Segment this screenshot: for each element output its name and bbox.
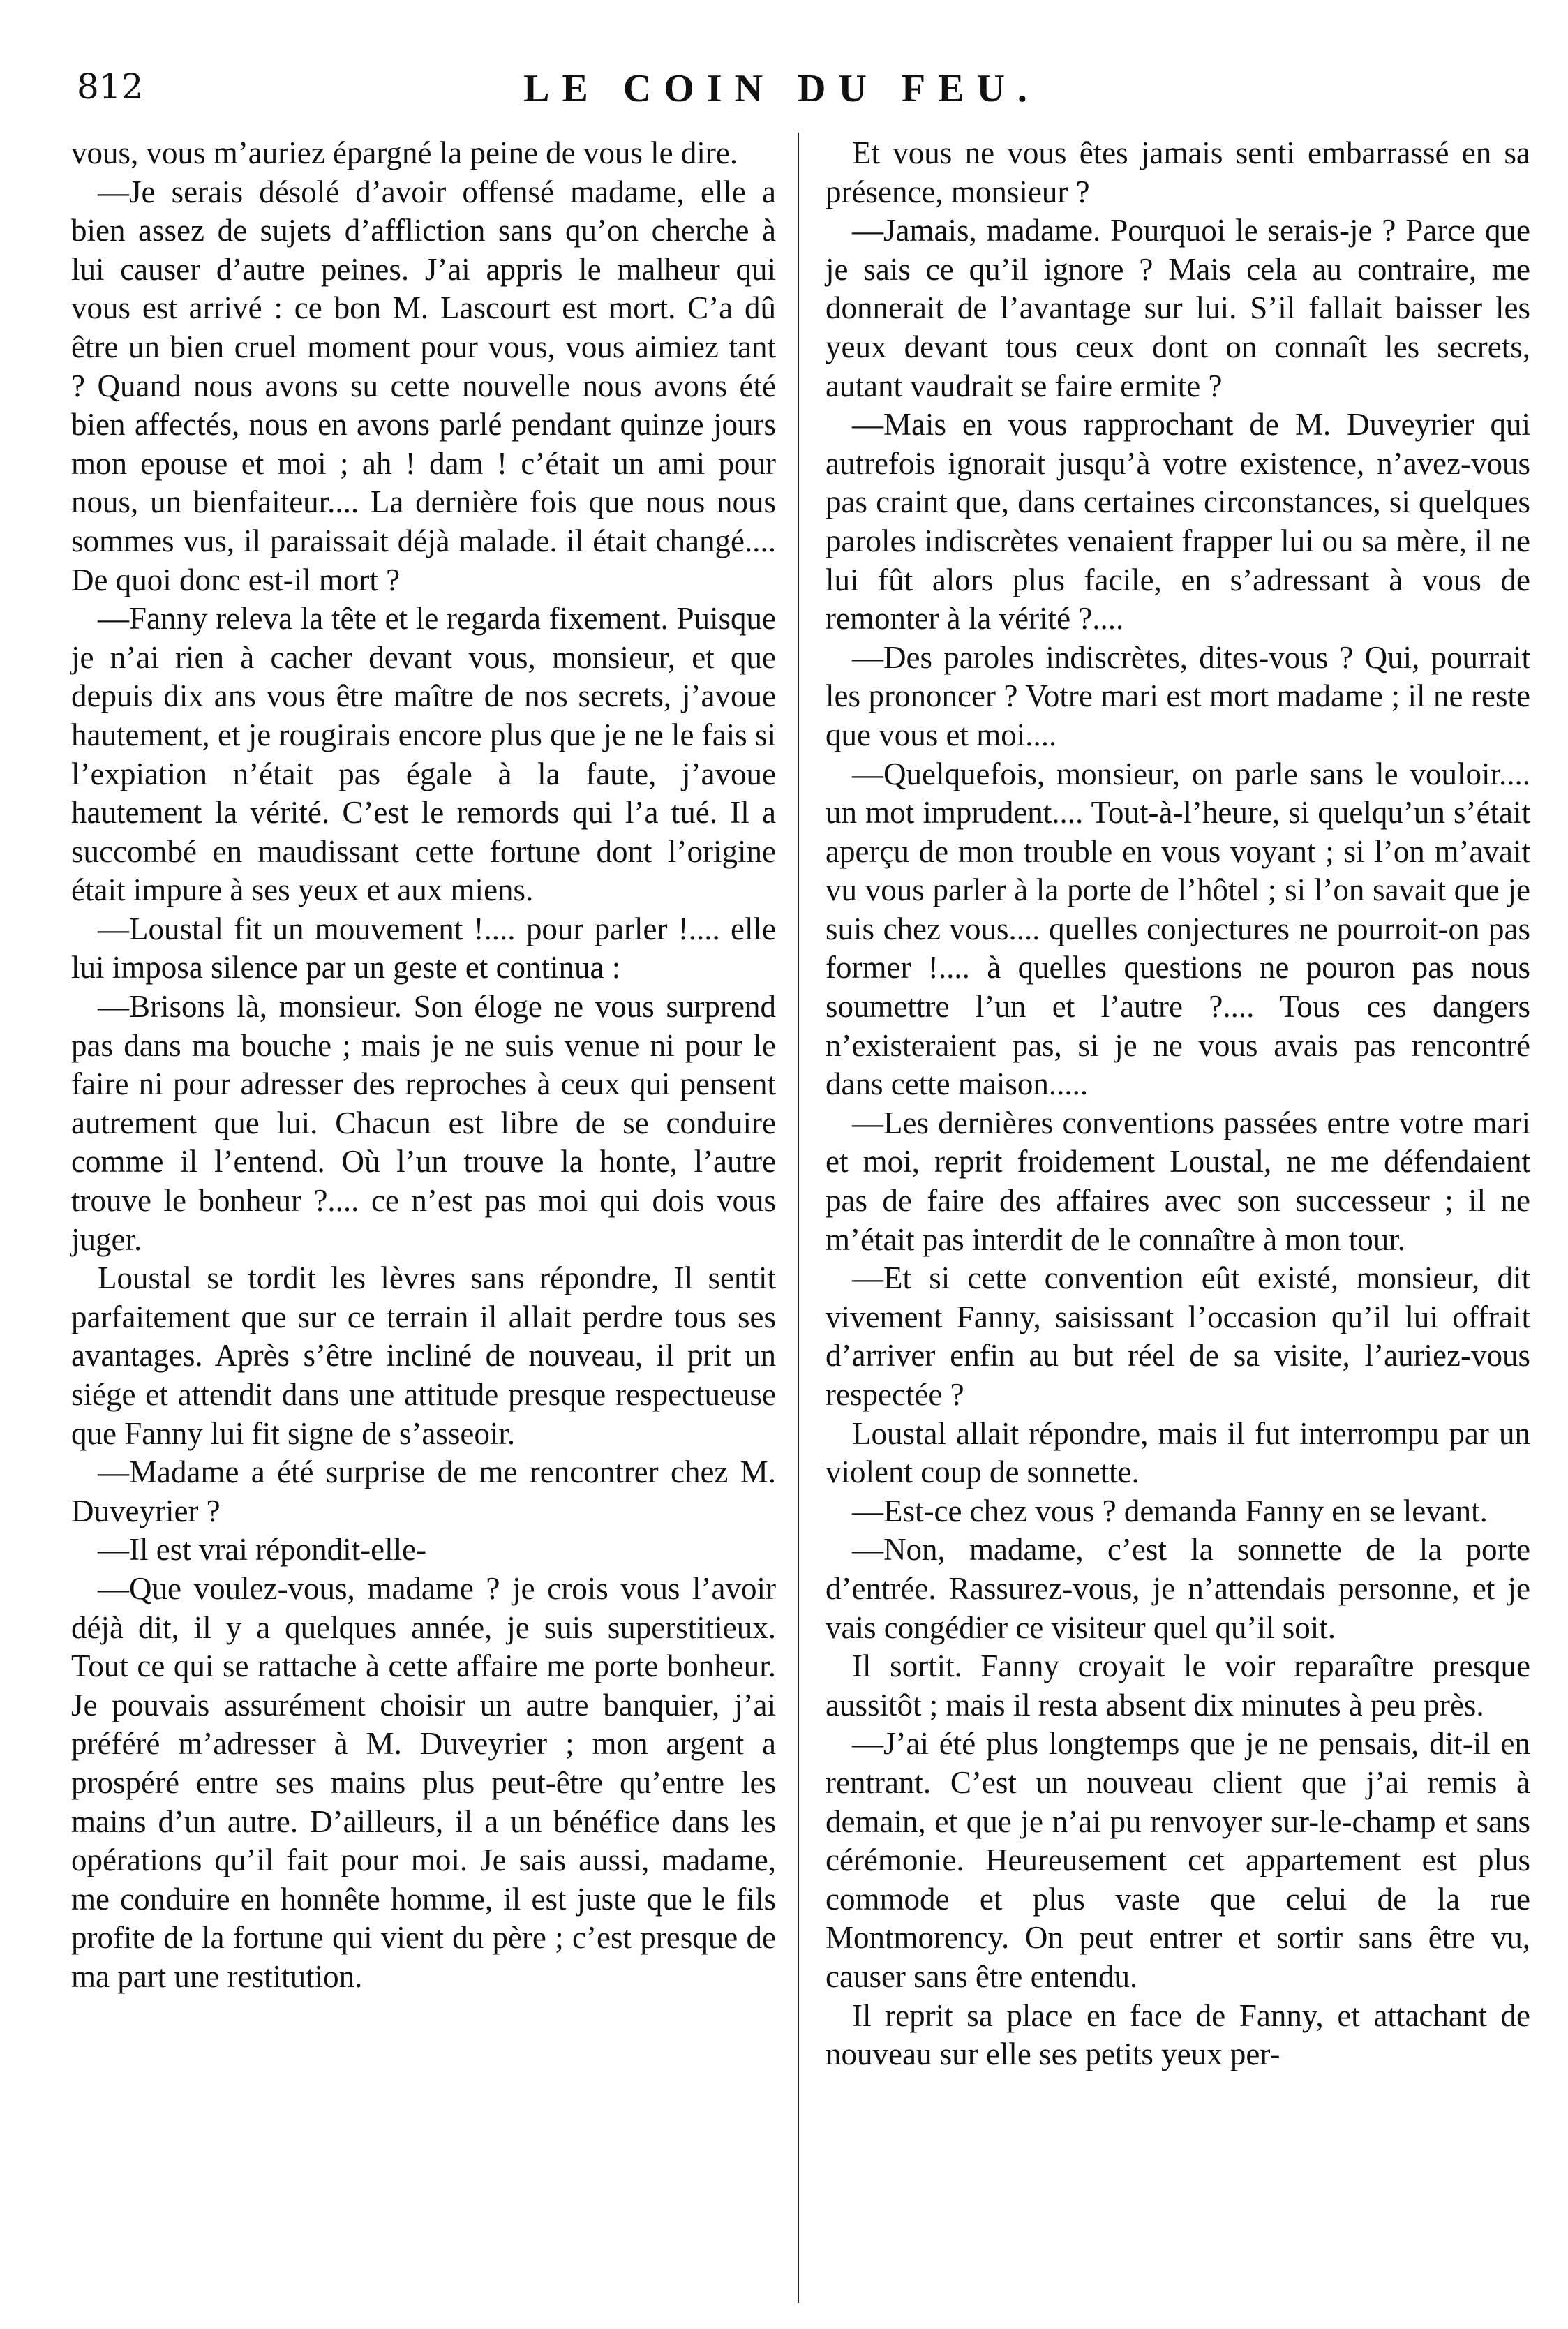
paragraph: —Non, madame, c’est la sonnette de la porte d’entrée. Rassurez-vous, je n’attendais personne, et je vais congédier ce visiteur quel qu’il soit. (826, 1532, 1530, 1645)
paragraph: —Et si cette convention eût existé, monsieur, dit vivement Fanny, saisissant l’occasion qu’il lui offrait d’arriver enfin au but réel de sa visite, l’auriez-vous respectée ? (826, 1260, 1530, 1412)
paragraph: —Je serais désolé d’avoir offensé madame, elle a bien assez de sujets d’affliction sans qu’on cherche à lui causer d’autre peines. J’ai appris le malheur qui vous est arrivé : ce bon M. Lascourt est mort. C’a dû être un bien cruel moment pour vous, vous aimiez tant ? Quand nous avons su cette nouvelle nous avons été bien affectés, nous en avons parlé pendant quinze jours mon epouse et moi ; ah ! dam ! c’était un ami pour nous, un bienfaiteur.... La dernière fois que nous nous sommes vus, il paraissait déjà malade. il était changé.... De quoi donc est-il mort ? (71, 174, 776, 597)
paragraph: Et vous ne vous êtes jamais senti embarrassé en sa présence, monsieur ? (826, 135, 1530, 209)
right-column (826, 134, 1530, 2074)
paragraph: vous, vous m’auriez épargné la peine de vous le dire. (71, 135, 738, 170)
paragraph: —Madame a été surprise de me rencontrer chez M. Duveyrier ? (71, 1454, 776, 1528)
paragraph: Loustal se tordit les lèvres sans répondre, Il sentit parfaitement que sur ce terrain il allait perdre tous ses avantages. Après s’être incliné de nouveau, il prit un siége et attendit dans une attitude presque respectueuse que Fanny lui fit signe de s’asseoir. (71, 1260, 776, 1451)
paragraph: —Des paroles indiscrètes, dites-vous ? Qui, pourrait les prononcer ? Votre mari est mort madame ; il ne reste que vous et moi.... (826, 639, 1530, 752)
page-number: 812 (77, 66, 144, 107)
paragraph: Il sortit. Fanny croyait le voir reparaître presque aussitôt ; mais il resta absent dix minutes à peu près. (826, 1649, 1530, 1722)
paragraph: —Jamais, madame. Pourquoi le serais-je ? Parce que je sais ce qu’il ignore ? Mais cela au contraire, me donnerait de l’avantage sur lui. S’il fallait baisser les yeux devant tous ceux dont on connaît les secrets, autant vaudrait se faire ermite ? (826, 213, 1530, 403)
paragraph: —J’ai été plus longtemps que je ne pensais, dit-il en rentrant. C’est un nouveau client que j’ai remis à demain, et que je n’ai pu renvoyer sur-le-champ et sans cérémonie. Heureusement cet appartement est plus commode et plus vaste que celui de la rue Montmorency. On peut entrer et sortir sans être vu, causer sans être entendu. (826, 1726, 1530, 1994)
paragraph: —Loustal fit un mouvement !.... pour parler !.... elle lui imposa silence par un geste et continua : (71, 911, 776, 985)
running-title: LE COIN DU FEU. (523, 67, 1040, 110)
page-header (63, 66, 1500, 122)
paragraph: —Est-ce chez vous ? demanda Fanny en se levant. (852, 1493, 1488, 1528)
paragraph: —Que voulez-vous, madame ? je crois vous l’avoir déjà dit, il y a quelques année, je suis superstitieux. Tout ce qui se rattache à cette affaire me porte bonheur. Je pouvais assurément choisir un autre banquier, j’ai préféré m’adresser à M. Duveyrier ; mon argent a prospéré entre ses mains plus peut-être qu’entre les mains d’un autre. D’ailleurs, il a un bénéfice dans les opérations qu’il fait pour moi. Je sais aussi, madame, me conduire en honnête homme, il est juste que le fils profite de la fortune qui vient du père ; c’est presque de ma part une restitution. (71, 1570, 776, 1994)
paragraph: —Fanny releva la tête et le regarda fixement. Puisque je n’ai rien à cacher devant vous, monsieur, et que depuis dix ans vous être maître de nos secrets, j’avoue hautement, et je rougirais encore plus que je ne le fais si l’expiation n’était pas égale à la faute, j’avoue hautement la vérité. C’est le remords qui l’a tué. Il a succombé en maudissant cette fortune dont l’origine était impure à ses yeux et aux miens. (71, 601, 776, 908)
paragraph: —Les dernières conventions passées entre votre mari et moi, reprit froidement Loustal, ne me défendaient pas de faire des affaires avec son successeur ; il ne m’était pas interdit de le connaître à mon tour. (826, 1105, 1530, 1257)
paragraph: Il reprit sa place en face de Fanny, et attachant de nouveau sur elle ses petits yeux per- (826, 1997, 1530, 2072)
paragraph: —Mais en vous rapprochant de M. Duveyrier qui autrefois ignorait jusqu’à votre existence, n’avez-vous pas craint que, dans certaines circonstances, si quelques paroles indiscrètes venaient frapper lui ou sa mère, il ne lui fût alors plus facile, en s’adressant à vous de remonter à la vérité ?.... (826, 407, 1530, 637)
paragraph: —Quelquefois, monsieur, on parle sans le vouloir.... un mot imprudent.... Tout-à-l’heure, si quelqu’un s’était aperçu de mon trouble en vous voyant ; si l’on m’avait vu vous parler à la porte de l’hôtel ; si l’on savait que je suis chez vous.... quelles conjectures ne pourroit-on pas former !.... à quelles questions ne pouron pas nous soumettre l’un et l’autre ?.... Tous ces dangers n’existeraient pas, si je ne vous avais pas rencontré dans cette maison..... (826, 756, 1530, 1102)
left-column (71, 134, 776, 1997)
paragraph: —Brisons là, monsieur. Son éloge ne vous surprend pas dans ma bouche ; mais je ne suis venue ni pour le faire ni pour adresser des reproches à ceux qui pensent autrement que lui. Chacun est libre de se conduire comme il l’entend. Où l’un trouve la honte, l’autre trouve le bonheur ?.... ce n’est pas moi qui dois vous juger. (71, 989, 776, 1257)
paragraph: —Il est vrai répondit-elle- (98, 1532, 427, 1568)
column-divider (798, 133, 799, 2303)
paragraph: Loustal allait répondre, mais il fut interrompu par un violent coup de sonnette. (826, 1415, 1530, 1490)
